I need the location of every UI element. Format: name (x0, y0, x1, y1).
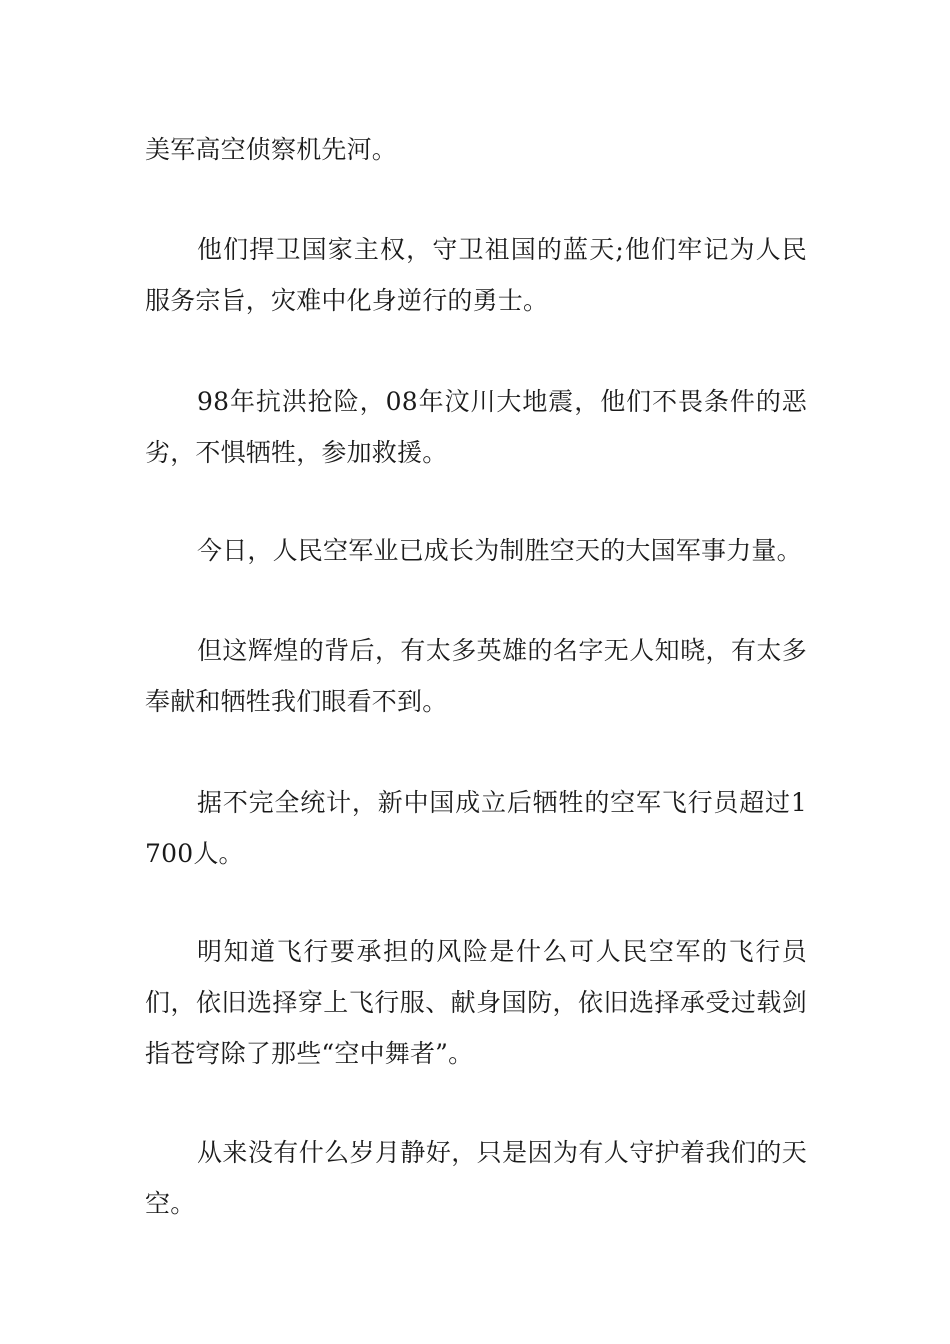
paragraph-2: 他们捍卫国家主权，守卫祖国的蓝天;他们牢记为人民服务宗旨，灾难中化身逆行的勇士。 (145, 235, 807, 315)
paragraph-3: 98年抗洪抢险，08年汶川大地震，他们不畏条件的恶劣，不惧牺牲，参加救援。 (145, 387, 807, 467)
paragraph-5: 但这辉煌的背后，有太多英雄的名字无人知晓，有太多奉献和牺牲我们眼看不到。 (145, 636, 807, 716)
paragraph-6: 据不完全统计，新中国成立后牺牲的空军飞行员超过1700人。 (145, 788, 807, 868)
paragraph-8: 从来没有什么岁月静好，只是因为有人守护着我们的天空。 (145, 1138, 807, 1218)
paragraph-1: 美军高空侦察机先河。 (145, 135, 398, 164)
paragraph-7: 明知道飞行要承担的风险是什么可人民空军的飞行员们，依旧选择穿上飞行服、献身国防，依旧选择承受过载剑指苍穹除了那些“空中舞者”。 (145, 937, 807, 1068)
paragraph-4: 今日，人民空军业已成长为制胜空天的大国军事力量。 (197, 536, 802, 565)
